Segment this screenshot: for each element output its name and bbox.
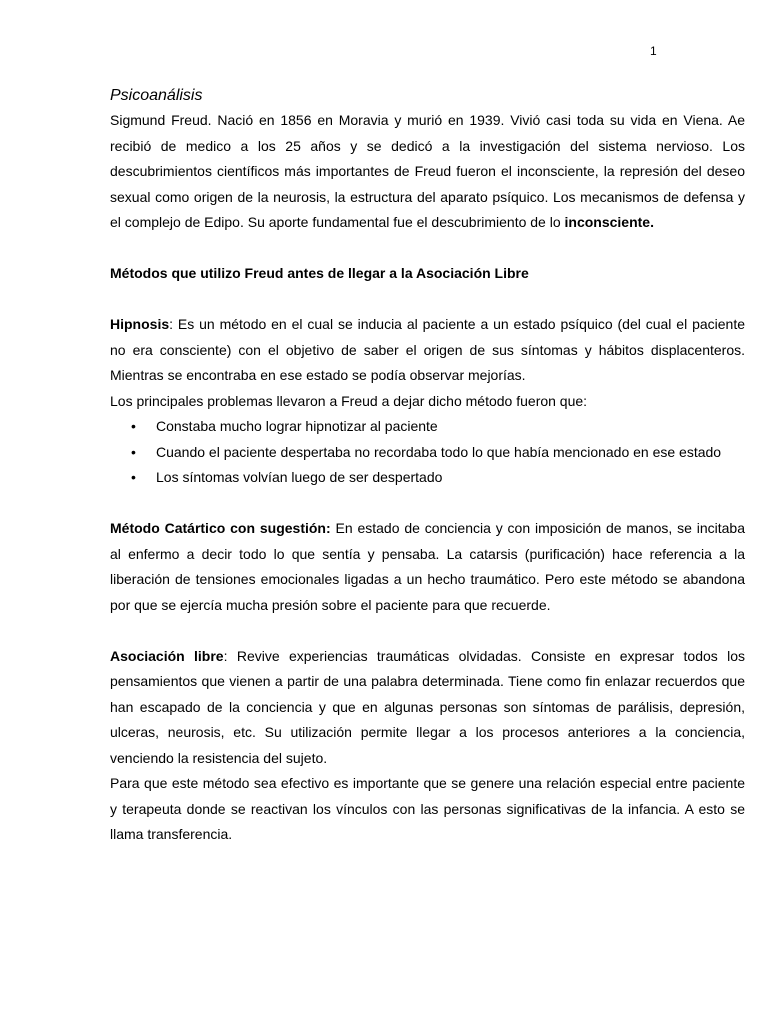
problems-intro: Los principales problemas llevaron a Freud a dejar dicho método fueron que: xyxy=(110,392,588,409)
list-item xyxy=(110,440,745,466)
methods-heading-text: Métodos que utilizo Freud antes de llegar a la Asociación Libre xyxy=(110,265,529,281)
spacer xyxy=(110,618,745,644)
list-item xyxy=(110,465,745,491)
list-item xyxy=(110,414,745,440)
bullet-icon: • xyxy=(131,443,136,460)
free-association-text: : Revive experiencias traumáticas olvidadas. Consiste en expresar todos los pensamientos que vienen a partir de una palabra determinada. Tiene como fin enlazar recuerdos que han escapado de la conciencia y que en algunas personas son síntomas de parálisis, depresión, ulceras, neurosis, etc. Su utilización permite llegar a los procesos anteriores a la conciencia, venciendo la resistencia del sujeto. xyxy=(110,647,746,766)
spacer xyxy=(110,287,745,313)
intro-bold-term: inconsciente. xyxy=(564,214,654,230)
free-association-label: Asociación libre xyxy=(110,647,224,664)
cathartic-text: En estado de conciencia y con imposición de manos, se incitaba al enfermo a decir todo lo que sentía y pensaba. La catarsis (purificación) hace referencia a la liberación de tensiones emocionales ligadas a un hecho traumático. Pero este método se abandona por que se ejercía mucha presión sobre el paciente para que recuerde. xyxy=(110,520,745,613)
spacer xyxy=(110,491,745,517)
list-item-text: Constaba mucho lograr hipnotizar al paciente xyxy=(156,418,438,434)
document-title: Psicoanálisis xyxy=(110,87,203,104)
list-item-text: Cuando el paciente despertaba no recordaba todo lo que había mencionado en ese estado xyxy=(156,443,722,460)
free-association-paragraph xyxy=(110,644,745,772)
page-number: 1 xyxy=(650,44,657,58)
hypnosis-label: Hipnosis xyxy=(110,316,170,332)
document-body xyxy=(110,84,745,848)
hypnosis-paragraph xyxy=(110,312,745,389)
spacer xyxy=(110,236,745,262)
bullet-icon: • xyxy=(131,469,136,485)
intro-text: Sigmund Freud. Nació en 1856 en Moravia y murió en 1939. Vivió casi toda su vida en Viena. Ae recibió de medico a los 25 años y se dedicó a la investigación del sistema nervioso. Los descubrimientos científicos más importantes de Freud fueron el inconsciente, la represión del deseo sexual como origen de la neurosis, la estructura del aparato psíquico. Los mecanismos de defensa y el complejo de Edipo. Su aporte fundamental fue el descubrimiento de lo xyxy=(110,112,745,230)
bullet-icon: • xyxy=(131,418,136,434)
cathartic-label: Método Catártico con sugestión: xyxy=(110,520,331,536)
problems-list xyxy=(110,414,745,491)
transference-paragraph: Para que este método sea efectivo es importante que se genere una relación especial entre paciente y terapeuta donde se reactivan los vínculos con las personas significativas de la infancia. A esto se llama transferencia. xyxy=(110,775,745,842)
intro-paragraph xyxy=(110,108,745,236)
hypnosis-text: : Es un método en el cual se inducia al paciente a un estado psíquico (del cual el paciente no era consciente) con el objetivo de saber el origen de sus síntomas y hábitos displacenteros. Mientras se encontraba en ese estado se podía observar mejorías. xyxy=(110,316,745,383)
cathartic-paragraph xyxy=(110,516,745,618)
methods-heading xyxy=(110,261,745,287)
list-item-text: Los síntomas volvían luego de ser despertado xyxy=(156,469,443,485)
